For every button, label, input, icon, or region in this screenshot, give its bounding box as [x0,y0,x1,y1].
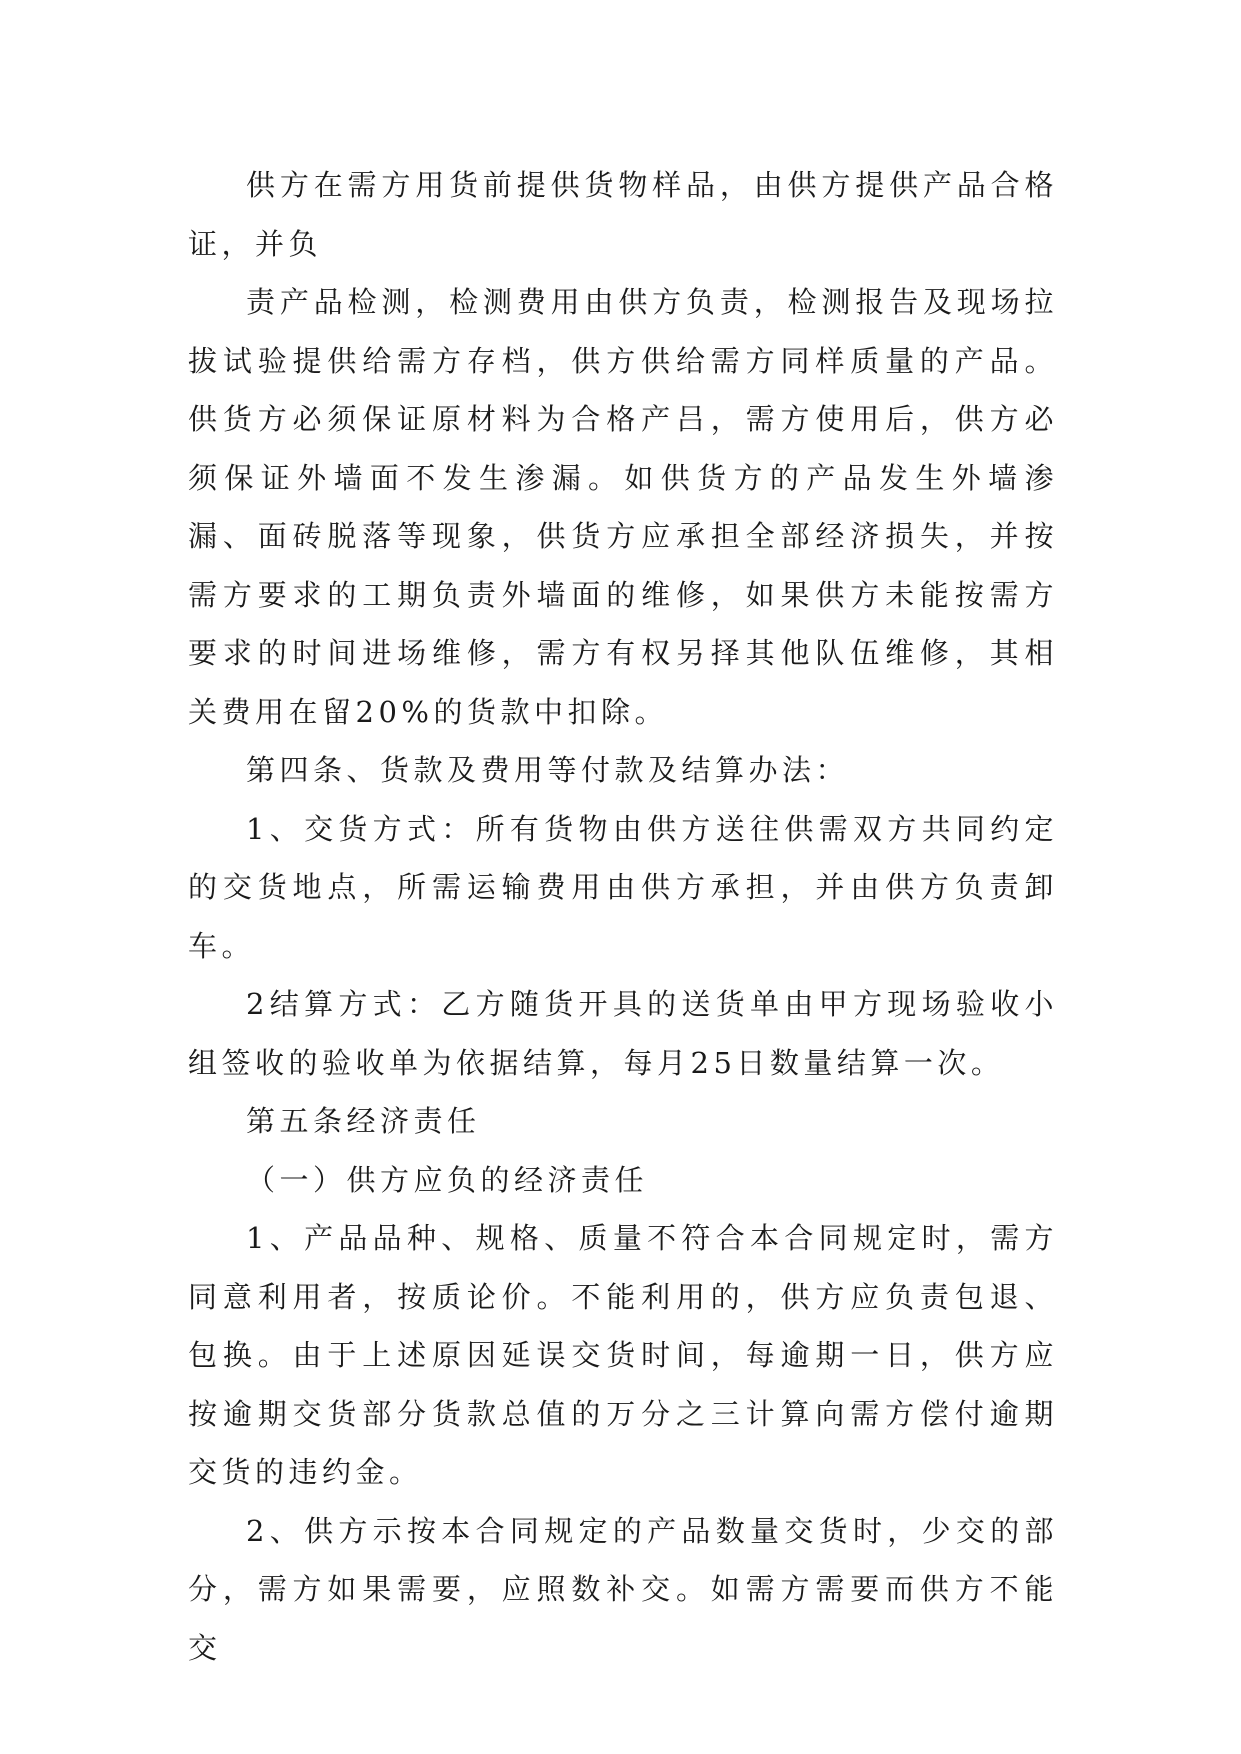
heading-article-five: 第五条经济责任 [246,1104,481,1138]
paragraph-liability-item-1: 1、产品品种、规格、质量不符合本合同规定时，需方同意利用者，按质论价。不能利用的，供方应负责包退、包换。由于上述原因延误交货时间，每逾期一日，供方应按逾期交货部分货款总值的万分之三计算向需方偿付逾期交货的违约金。 [188,1221,1058,1489]
paragraph-delivery-method: 1、交货方式：所有货物由供方送往供需双方共同约定的交货地点，所需运输费用由供方承担，并由供方负责卸车。 [188,811,1058,963]
paragraph-quality-responsibility: 责产品检测，检测费用由供方负责，检测报告及现场拉拔试验提供给需方存档，供方供给需方同样质量的产品。供货方必须保证原材料为合格产吕，需方使用后，供方必须保证外墙面不发生渗漏。如供货方的产品发生外墙渗漏、面砖脱落等现象，供货方应承担全部经济损失，并按需方要求的工期负责外墙面的维修，如果供方未能按需方要求的时间进场维修，需方有权另择其他队伍维修，其相关费用在留20%的货款中扣除。 [188,285,1058,729]
paragraph-sample-certificate: 供方在需方用货前提供货物样品，由供方提供产品合格证，并负 [188,168,1058,261]
paragraph-liability-item-2: 2、供方示按本合同规定的产品数量交货时，少交的部分，需方如果需要，应照数补交。如需方需要而供方不能交 [188,1513,1058,1665]
heading-article-four: 第四条、货款及费用等付款及结算办法： [246,753,850,787]
document-body [188,156,1058,1677]
paragraph-settlement-method: 2结算方式：乙方随货开具的送货单由甲方现场验收小组签收的验收单为依据结算，每月25日数量结算一次。 [188,987,1058,1080]
heading-supplier-liability: （一）供方应负的经济责任 [246,1162,649,1197]
